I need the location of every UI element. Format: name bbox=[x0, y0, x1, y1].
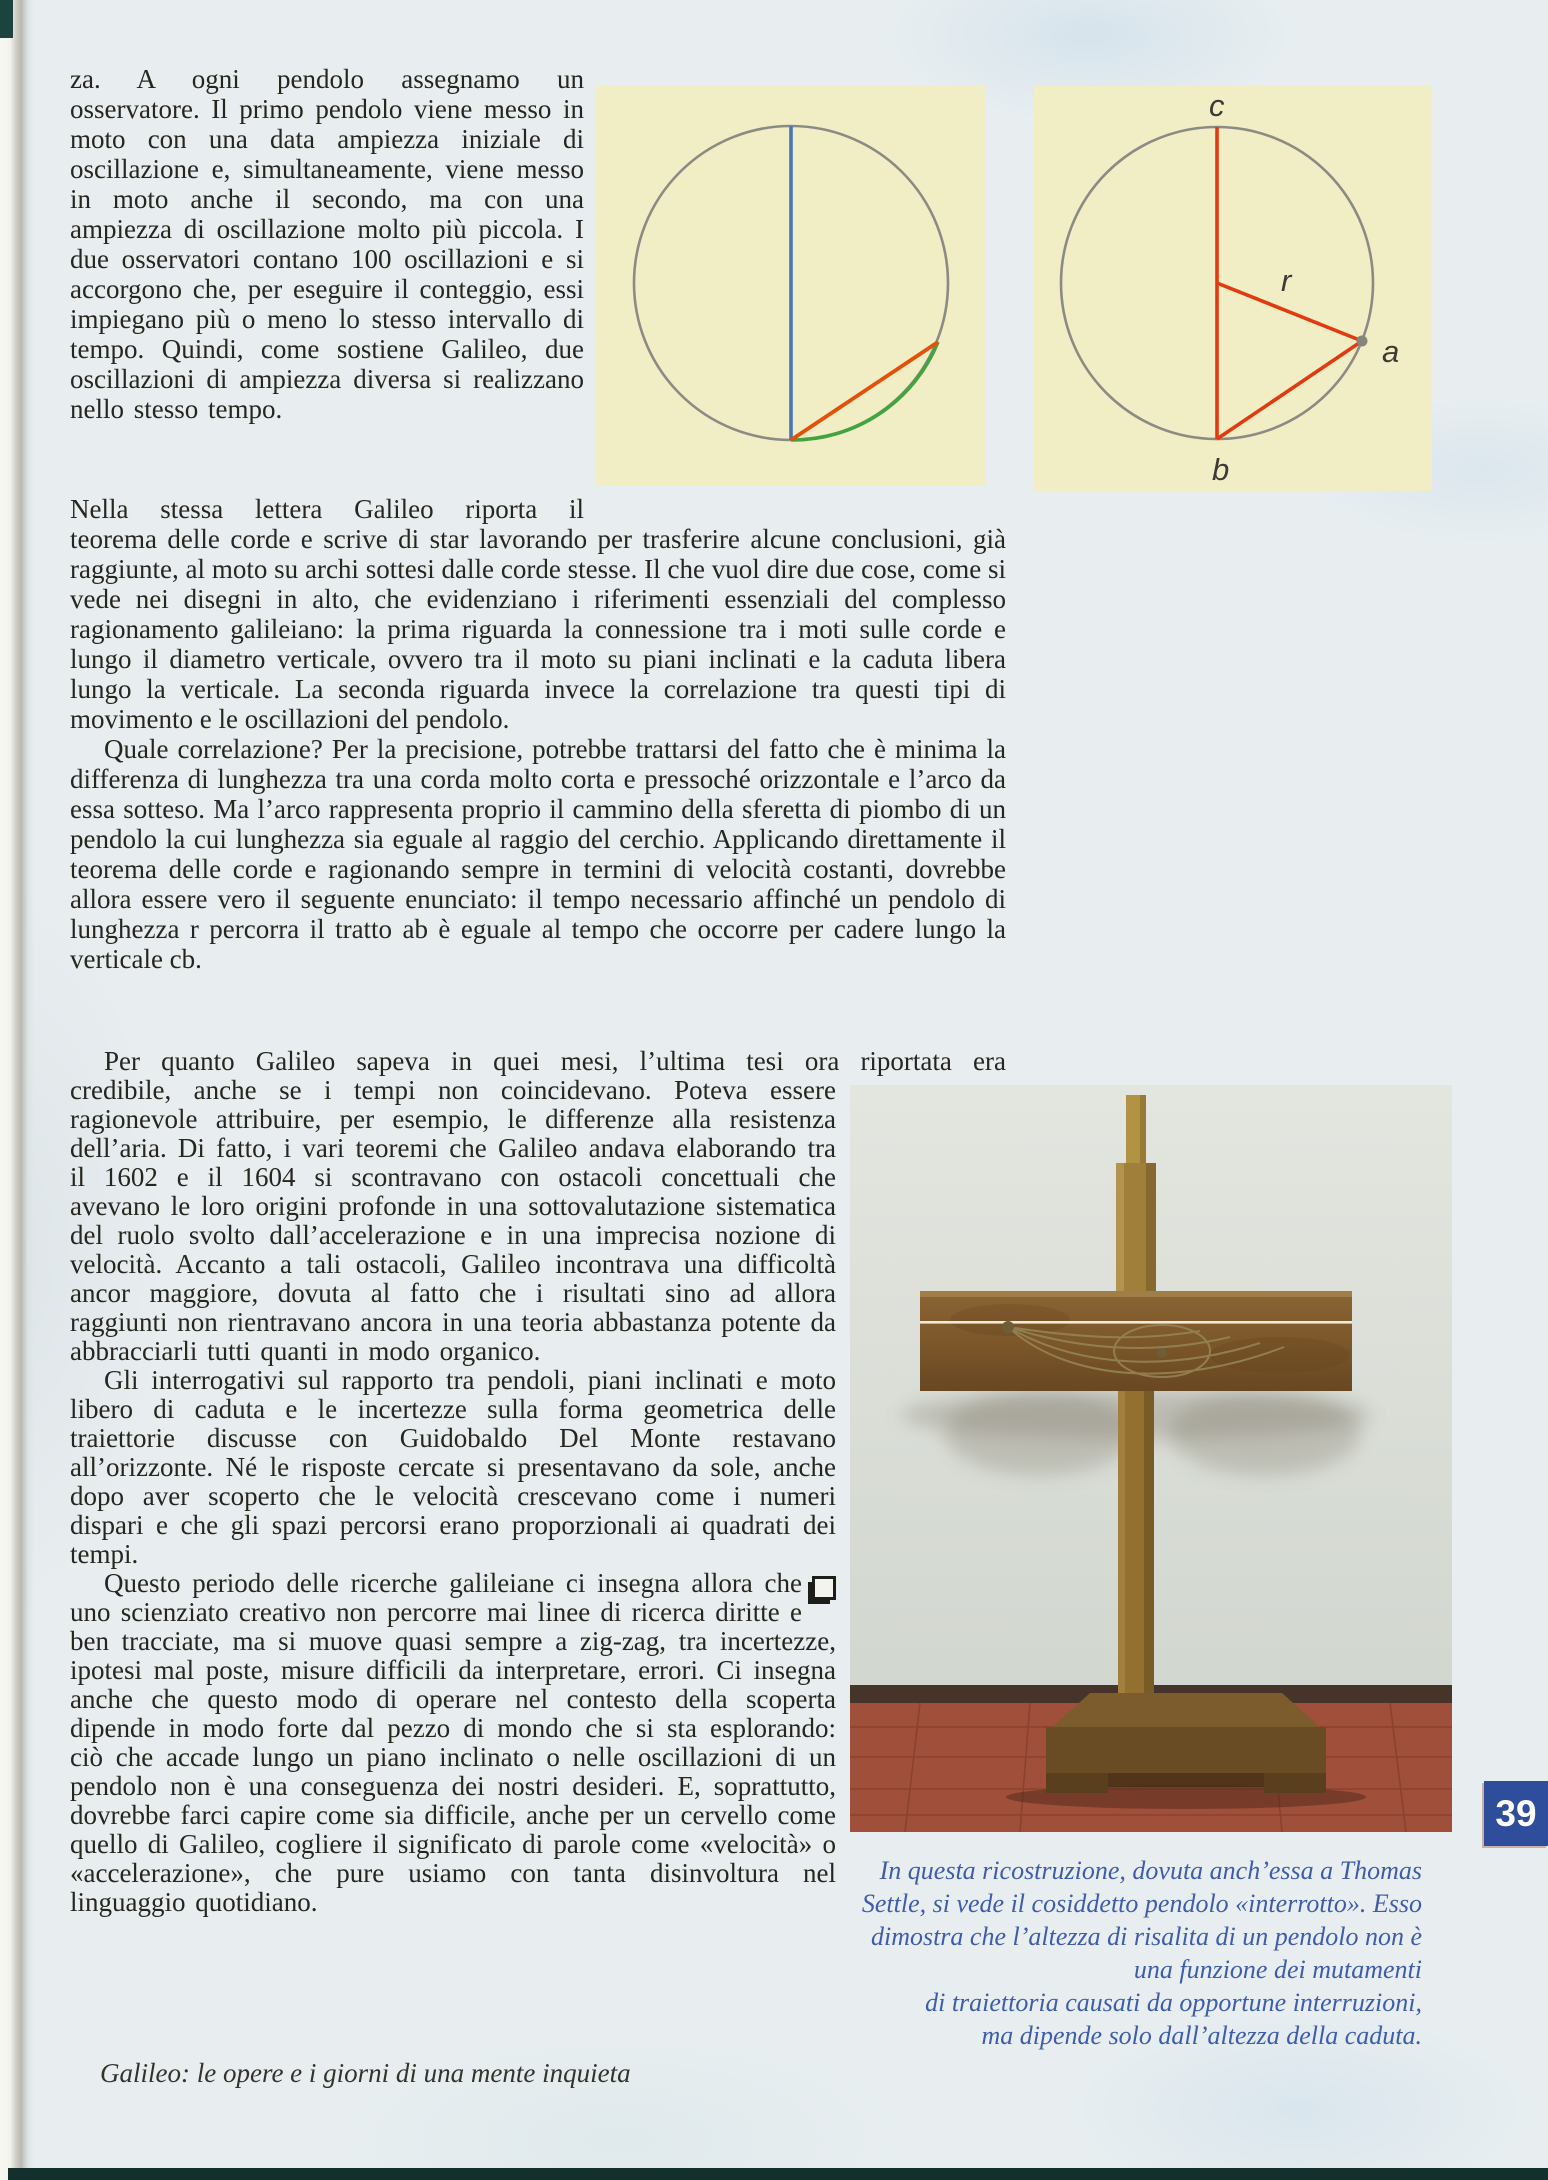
label-r: r bbox=[1281, 263, 1292, 298]
page-number-badge: 39 bbox=[1484, 1781, 1548, 1846]
post-lower-highlight bbox=[1118, 1391, 1125, 1711]
bottom-edge-strip bbox=[8, 2168, 1548, 2180]
paragraph: Nella stessa lettera Galileo riporta il bbox=[70, 494, 584, 524]
paragraph: Per quanto Galileo sapeva in quei mesi, l’ultima tesi ora riportata era bbox=[104, 1046, 1006, 1076]
footer-note: Galileo: le opere e i giorni di una mente inquieta bbox=[100, 2058, 631, 2088]
paragraph: Quale correlazione? Per la precisione, potrebbe trattarsi del fatto che è minima la differenza di lunghezza tra una corda molto corta e pressoché orizzontale e l’arco da essa sotteso. Ma l’arco rappresenta proprio il cammino della sferetta di piombo di un pendolo la cui lunghezza sia eguale al raggio del cerchio. Applicando direttamente il teorema delle corde e ragionando sempre in termini di velocità costanti, dovrebbe allora essere vero il seguente enunciato: il tempo necessario affinché un pendolo di lunghezza r percorra il tratto ab è eguale al tempo che occorre per cadere lungo la verticale cb. bbox=[70, 734, 1006, 974]
label-a: a bbox=[1382, 334, 1400, 369]
post-lower-shade bbox=[1144, 1391, 1154, 1711]
post-mid-highlight bbox=[1116, 1163, 1124, 1297]
label-b: b bbox=[1212, 452, 1230, 487]
point-a-dot bbox=[1357, 336, 1368, 347]
pendulum-photo-svg bbox=[850, 1085, 1452, 1832]
article-column-2 bbox=[70, 1076, 836, 1917]
wood-grain-blotch-2 bbox=[1210, 1337, 1350, 1373]
article-column-1 bbox=[70, 64, 584, 424]
pedestal-slab bbox=[1046, 1727, 1326, 1773]
horizontal-cord bbox=[920, 1321, 1352, 1324]
page-spine-shadow bbox=[0, 0, 34, 2180]
pendulum-apparatus-photo bbox=[850, 1085, 1452, 1832]
article-wide-block bbox=[70, 524, 1006, 974]
pedestal-foot-right bbox=[1264, 1773, 1326, 1793]
post-top-shade bbox=[1140, 1095, 1146, 1165]
pedestal-top-wedge bbox=[1052, 1693, 1320, 1727]
chord-ba-line bbox=[1217, 341, 1362, 439]
figure-labeled-triangle-diagram bbox=[1034, 86, 1432, 491]
chord-arc-diagram-svg bbox=[596, 86, 986, 486]
paragraph: teorema delle corde e scrive di star lavorando per trasferire alcune conclusioni, già raggiunte, al moto su archi sottesi dalle corde stesse. Il che vuol dire due cose, come si vede nei disegni in alto, che evidenziano i riferimenti essenziali del complesso ragionamento galileiano: la prima riguarda la connessione tra i moti sulle corde e lungo il diametro verticale, ovvero tra il moto su piani inclinati e la caduta libera lungo la verticale. La seconda riguarda invece la correlazione tra questi tipi di movimento e le oscillazioni del pendolo. bbox=[70, 524, 1006, 734]
pedestal-recess bbox=[1108, 1773, 1264, 1787]
labeled-diagram-svg bbox=[1034, 86, 1432, 491]
crossbar-top-edge bbox=[920, 1291, 1352, 1297]
paragraph-text: Questo periodo delle ricerche galileiane ci insegna allora che uno scienziato creativo non percorre mai linee di ricerca diritte e ben tracciate, ma si muove quasi sempre a zig-zag, tra incertezze, ipotesi mal poste, misure difficili da interpretare, errori. Ci insegna anche che questo modo di operare nel contesto della scoperta dipende in modo forte dal pezzo di mondo che si sta esplorando: ciò che accade lungo un piano inclinato o nelle oscillazioni di un pendolo non è una conseguenza dei nostri desideri. E, soprattutto, dovrebbe farci capire come sia difficile, anche per un cervello come quello di Galileo, cogliere il significato di parole come «velocità» o «accelerazione», che pure usiamo con tanta disinvoltura nel linguaggio quotidiano. bbox=[70, 1568, 836, 1917]
paragraph-4-first-line bbox=[70, 1046, 1006, 1076]
paragraph bbox=[70, 1569, 836, 1917]
end-of-article-icon bbox=[812, 1576, 836, 1600]
chord-line bbox=[791, 342, 938, 440]
label-c: c bbox=[1209, 88, 1225, 123]
pendulum-bob-center bbox=[1157, 1348, 1167, 1358]
paragraph-2-first-line bbox=[70, 494, 584, 524]
paragraph: za. A ogni pendolo assegnamo un osservatore. Il primo pendolo viene messo in moto con una data ampiezza iniziale di oscillazione e, simultaneamente, viene messo in moto anche il secondo, ma con una ampiezza di oscillazione molto più piccola. I due osservatori contano 100 oscillazioni e si accorgono che, per eseguire il conteggio, essi impiegano più o meno lo stesso intervallo di tempo. Quindi, come sostiene Galileo, due oscillazioni di ampiezza diversa si realizzano nello stesso tempo. bbox=[70, 64, 584, 424]
paragraph: Gli interrogativi sul rapporto tra pendoli, piani inclinati e moto libero di caduta e le incertezze sulla forma geometrica delle traiettorie discusse con Guidobaldo Del Monte restavano all’orizzonte. Né le risposte cercate si presentavano da sole, anche dopo aver scoperto che le velocità crescevano come i numeri dispari e che gli spazi percorsi erano proporzionali ai quadrati dei tempi. bbox=[70, 1365, 836, 1569]
pedestal-foot-left bbox=[1046, 1773, 1108, 1793]
figure-chord-arc-diagram bbox=[596, 86, 986, 486]
corner-registration-mark bbox=[0, 0, 13, 38]
post-mid-shade bbox=[1146, 1163, 1156, 1297]
pendulum-bob-left bbox=[1002, 1321, 1014, 1333]
paragraph: credibile, anche se i tempi non coincidevano. Poteva essere ragionevole attribuire, per esempio, le differenze alla resistenza dell’aria. Di fatto, i vari teoremi che Galileo andava elaborando tra il 1602 e il 1604 si scontravano con ostacoli concettuali che avevano le loro origini profonde in una sottovalutazione sistematica del ruolo svolto dall’accelerazione e in una imprecisa nozione di velocità. Accanto a tali ostacoli, Galileo incontrava una difficoltà ancor maggiore, dovuta al fatto che i risultati sino ad allora raggiunti non rientravano ancora in una teoria abbastanza potente da abbracciarli tutti quanti in modo organico. bbox=[70, 1075, 836, 1366]
photo-caption: In questa ricostruzione, dovuta anch’essa a Thomas Settle, si vede il cosiddetto pendolo «interrotto». Esso dimostra che l’altezza di risalita di un pendolo non è una funzione dei mutamenti di traiettoria causati da opportune interruzioni, ma dipende solo dall’altezza della caduta. bbox=[861, 1856, 1422, 2050]
